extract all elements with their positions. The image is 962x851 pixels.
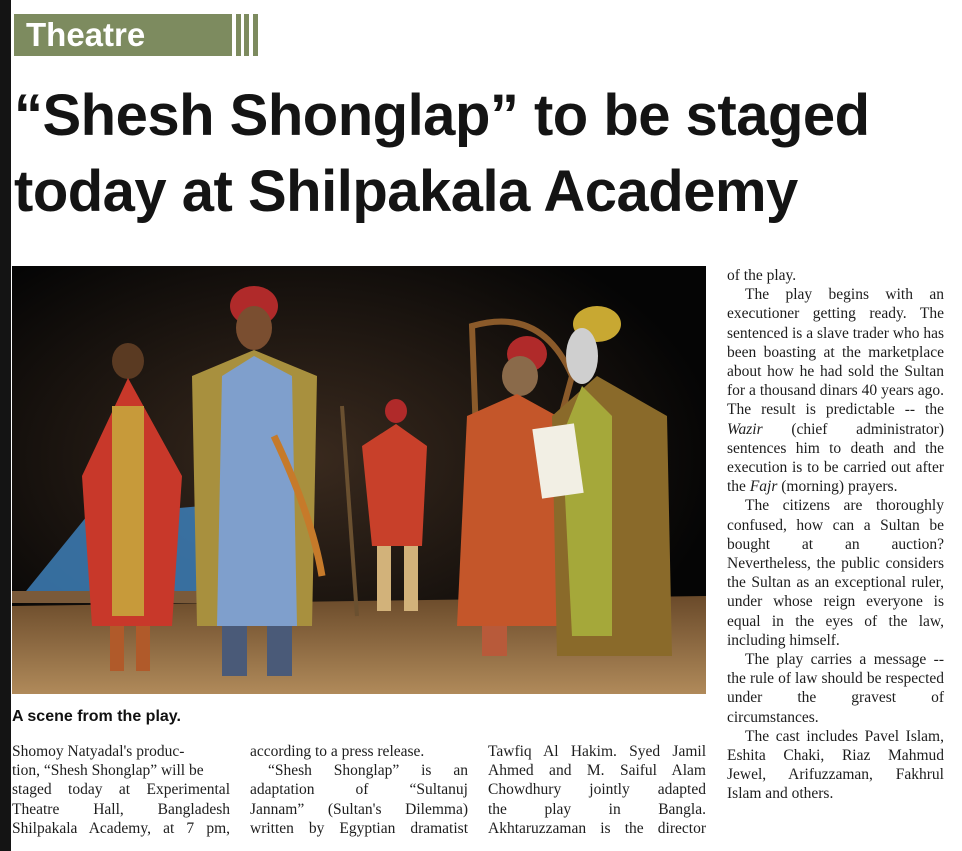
stage-photo bbox=[12, 266, 706, 694]
text-line: Theatre Hall, Bangladesh bbox=[12, 800, 230, 818]
text-line: adaptation of “Sultanuj bbox=[250, 781, 468, 799]
section-label-stripe bbox=[244, 14, 249, 56]
text-line: Akhtaruzzaman is the director bbox=[488, 819, 706, 837]
section-label-stripe bbox=[236, 14, 241, 56]
photo-caption: A scene from the play. bbox=[12, 708, 181, 725]
text-line: staged today at Experimental bbox=[12, 781, 230, 799]
headline bbox=[14, 78, 944, 230]
text-line: the play in Bangla. bbox=[488, 800, 706, 818]
article-column-4 bbox=[727, 266, 944, 804]
paragraph: The play carries a message -- the rule of law should be respected under the gravest of circumstances. bbox=[727, 651, 944, 726]
headline-line-1: “Shesh Shonglap” to be staged bbox=[14, 83, 870, 148]
text-line: according to a press release. bbox=[250, 743, 425, 760]
headline-line-2: today at Shilpakala Academy bbox=[14, 159, 798, 224]
article-column-3 bbox=[488, 742, 706, 838]
article-column-2 bbox=[250, 742, 468, 838]
text-line: Tawfiq Al Hakim. Syed Jamil bbox=[488, 743, 706, 760]
section-label-stripe bbox=[253, 14, 258, 56]
text-line: tion, “Shesh Shonglap” will be bbox=[12, 762, 204, 780]
paragraph: The play begins with an executioner getting ready. The sentenced is a slave trader who has been boasting at the marketplace about how he had sold the Sultan for a thousand dinars 40 years ago. The result is predictable -- the Wazir (chief administrator) sentences him to death and the execution is to be carried out after the Fajr (morning) prayers. bbox=[727, 286, 944, 496]
text-line: “Shesh Shonglap” is an bbox=[268, 762, 468, 780]
paragraph: The citizens are thoroughly confused, how can a Sultan be bought at an auction? Nevertheless, the public considers the Sultan as an exceptional ruler, under whose reign everyone is equal in the eyes of the law, including himself. bbox=[727, 497, 944, 649]
text-line: Chowdhury jointly adapted bbox=[488, 781, 706, 799]
text-line: Ahmed and M. Saiful Alam bbox=[488, 762, 706, 780]
article-column-1 bbox=[12, 742, 230, 838]
text-line: Shilpakala Academy, at 7 pm, bbox=[12, 819, 230, 837]
paragraph: The cast includes Pavel Islam, Eshita Chaki, Riaz Mahmud Jewel, Arifuzzaman, Fakhrul Islam and others. bbox=[727, 727, 944, 803]
text-line: Jannam” (Sultan's Dilemma) bbox=[250, 800, 468, 818]
paragraph: of the play. bbox=[727, 267, 797, 284]
page-edge-bar bbox=[0, 0, 11, 851]
text-line: written by Egyptian dramatist bbox=[250, 819, 468, 837]
section-label: Theatre bbox=[14, 14, 232, 56]
text-line: Shomoy Natyadal's produc- bbox=[12, 743, 185, 760]
